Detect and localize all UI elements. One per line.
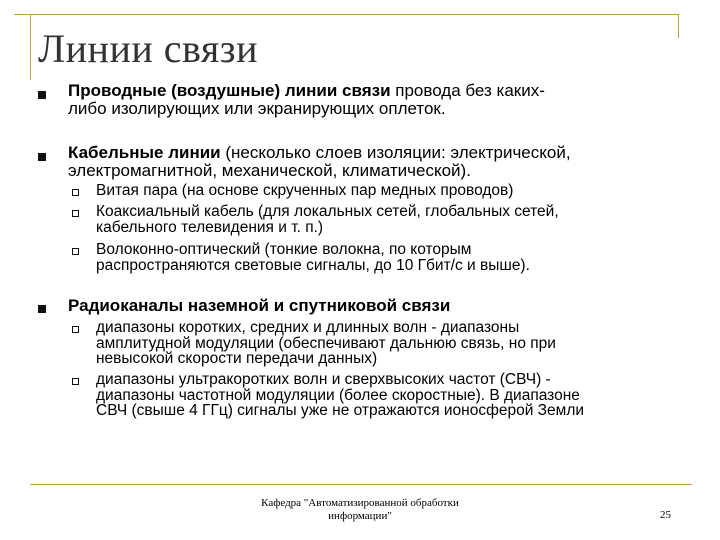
footer-divider bbox=[30, 484, 692, 485]
list-item: Проводные (воздушные) линии связи провода без каких- либо изолирующих или экранирующих оплеток. bbox=[68, 81, 545, 118]
sub-list-item: Волоконно-оптический (тонкие волокна, по которым распространяются световые сигналы, до 10 Гбит/с и выше). bbox=[96, 241, 530, 274]
sub-list-item: Витая пара (на основе скрученных пар медных проводов) bbox=[96, 182, 514, 199]
slide-title: Линии связи bbox=[38, 26, 258, 71]
title-frame-right bbox=[678, 14, 679, 38]
bullet-square-icon bbox=[38, 91, 46, 99]
list-item: Радиоканалы наземной и спутниковой связи bbox=[68, 296, 451, 315]
bullet-square-icon bbox=[38, 305, 46, 313]
bullet-square-icon bbox=[38, 153, 46, 161]
bullet-hollow-square-icon bbox=[72, 210, 79, 217]
sub-list-item: диапазоны ультракоротких волн и сверхвысоких частот (СВЧ) - диапазоны частотной модуляции (более скоростные). В диапазоне СВЧ (свыше 4 ГГц) сигналы уже не отражаются ионосферой Земли bbox=[96, 371, 585, 420]
page-number: 25 bbox=[660, 509, 671, 521]
bullet-hollow-square-icon bbox=[72, 189, 79, 196]
bullet-hollow-square-icon bbox=[72, 326, 79, 333]
bullet-hollow-square-icon bbox=[72, 248, 79, 255]
list-item: Кабельные линии (несколько слоев изоляции: электрической, электромагнитной, механической, климатической). bbox=[68, 143, 571, 180]
title-frame-top bbox=[14, 14, 678, 15]
sub-list-item: диапазоны коротких, средних и длинных волн - диапазоны амплитудной модуляции (обеспечивают дальнюю связь, но при невысокой скорости передачи данных) bbox=[96, 319, 556, 368]
footer-department: Кафедра "Автоматизированной обработки информации" bbox=[261, 497, 459, 522]
sub-list-item: Коаксиальный кабель (для локальных сетей, глобальных сетей, кабельного телевидения и т. п.) bbox=[96, 203, 559, 236]
bullet-hollow-square-icon bbox=[72, 378, 79, 385]
title-frame-left bbox=[30, 14, 31, 80]
